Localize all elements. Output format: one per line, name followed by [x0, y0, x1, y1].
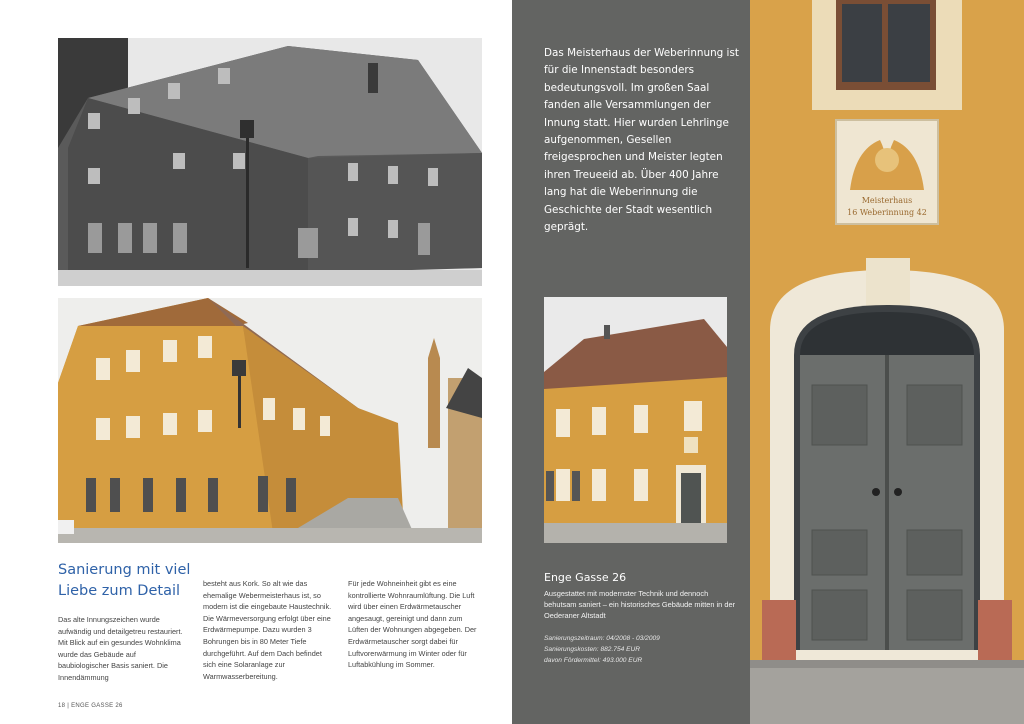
panel-quote: Das Meisterhaus der Weberinnung ist für die Innenstadt besonders bedeutungsvoll. Im großen Saal fanden alle Versammlungen der Innung statt. Hier wurden Lehrlinge aufgenommen, Gesellen freigesprochen und Meister legten ihren Treueeid ab. Über 400 Jahre lang hat die Weberinnung die Geschichte der Stadt wesentlich geprägt.	[544, 47, 739, 234]
building-caption-text: Ausgestattet mit modernster Technik und dennoch behutsam saniert – ein historisches Gebäude mitten in der Oederaner Altstadt	[544, 589, 736, 620]
building-caption-title: Enge Gasse 26	[544, 571, 627, 584]
photo-entrance-door	[750, 0, 1024, 724]
fact-period: Sanierungszeitraum: 04/2008 - 03/2009	[544, 635, 660, 642]
article-column-3: Für jede Wohneinheit gibt es eine kontrollierte Wohnraumlüftung. Die Luft wird über einen Erdwärmetauscher angesaugt, gereinigt und dann zum Lüften der Wohnungen abgegeben. Der Erdwärmetauscher sorgt dabei für Luftvorerwärmung im Winter oder für Luftabkühlung im Sommer.	[348, 579, 477, 670]
guild-plaque-image	[836, 120, 938, 224]
article-headline: Sanierung mit viel Liebe zum Detail	[58, 562, 191, 599]
page-footer	[58, 703, 123, 709]
article-column-2: besteht aus Kork. So alt wie das ehemalige Webermeisterhaus ist, so modern ist die eingebaute Haustechnik. Die Wärmeversorgung erfolgt über eine Erdwärmepumpe. Dazu wurden 3 Bohrungen bis in 80 Meter Tiefe durchgeführt. Auf dem Dach befindet sich eine Solaranlage zur Warmwasserbereitung.	[203, 579, 332, 681]
photo-building-after	[58, 298, 482, 543]
fact-costs: Sanierungskosten: 882.754 EUR	[544, 646, 641, 654]
footer-separator: |	[67, 703, 70, 709]
page-number: 18	[58, 703, 66, 709]
plaque-line-1: Meisterhaus	[861, 196, 913, 205]
article-column-1: Das alte Innungszeichen wurde aufwändig und detailgetreu restauriert. Mit Blick auf ein gesundes Wohnklima wurde das Gebäude auf baubiologischer Basis saniert. Die Innendämmung	[58, 615, 183, 682]
footer-section: ENGE GASSE 26	[71, 703, 123, 709]
photo-building-facade	[544, 297, 727, 543]
info-panel	[512, 0, 750, 724]
renovation-facts	[544, 633, 740, 667]
plaque-line-2: 16 Weberinnung 42	[847, 208, 927, 217]
photo-building-before	[58, 38, 482, 286]
fact-funding: davon Fördermittel: 493.000 EUR	[544, 657, 643, 665]
right-page	[512, 0, 1024, 724]
